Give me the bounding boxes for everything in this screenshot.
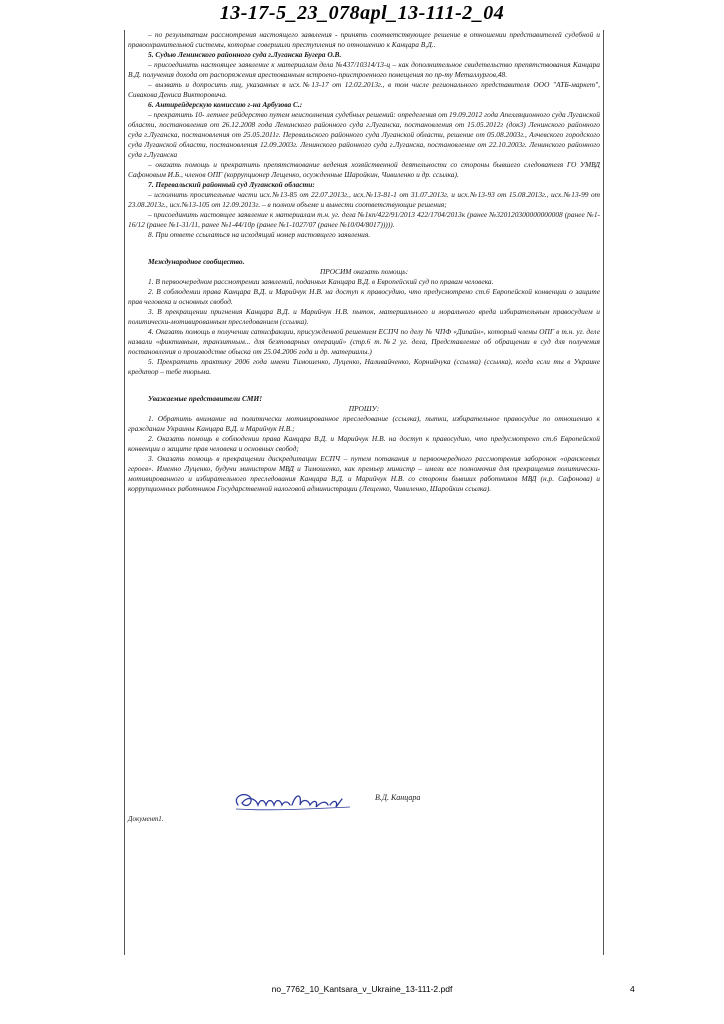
body-paragraph: 2. Оказать помощь в соблюдении права Канцара В.Д. и Марийчук Н.В. на доступ к правосудию, что предусмотрено ст.6 Европейской конвенции о защите прав человека и основных свобод;: [128, 434, 600, 453]
body-paragraph: 1. В первоочередном рассмотрении заявлений, поданных Канцара В.Д. в Европейский суд по правам человека.: [148, 277, 494, 286]
page-frame-right-line: [603, 30, 604, 955]
body-paragraph: – вызвать и допросить лиц, указанных в исх.№13-17 от 12.02.2013г., в том числе регионального представителя ООО "АТБ-маркет", Сивакова Дениса Викторовича.: [128, 80, 600, 99]
signature-block: [230, 787, 490, 815]
body-paragraph: – присоединить настоящее заявление к материалам т.н. уг. дела №1кп/422/91/2013 422/1704/2013к (ранее №320120300000000008 (ранее №1-16/12 (ранее №1-31/11, ранее №1-44/10р (ранее №1-1027/07 (ранее №10/04/8017))))).: [128, 210, 600, 229]
centered-heading: ПРОШУ:: [348, 404, 380, 413]
signatory-name: В.Д. Канцара: [375, 793, 421, 802]
footer-filename: no_7762_10_Kantsara_v_Ukraine_13-111-2.pdf: [271, 984, 453, 994]
page-frame-left-line: [124, 30, 125, 955]
document-body: [128, 30, 600, 494]
body-paragraph: 2. В соблюдении права Канцара В.Д. и Марийчук Н.В. на доступ к правосудию, что предусмотрено ст.6 Европейской конвенции о защите прав человека и основных свобод.: [128, 287, 600, 306]
section-heading: Международное сообщество.: [148, 257, 245, 266]
page-number: 4: [630, 984, 635, 994]
body-paragraph: 1. Обратить внимание на политически мотивированное преследование (ссылка), пытки, избирательное правосудие по отношению к гражданам Украины Канцара В.Д. и Марийчук Н.В.;: [128, 414, 600, 433]
body-paragraph: 4. Оказать помощь в получении сатисфакции, присужденной решением ЕСПЧ по делу № ЧПФ «Дипайн», который члены ОПГ в т.н. уг. деле назвали «фиктивным, транзитным... для безтоварных операций» (стр.6 т.№2 уг. дела, Представление об обращении в суд для получения постановления о производстве обыска от 25.04.2006 года и др. материалы.): [128, 327, 600, 356]
body-paragraph: – по результатам рассмотрения настоящего заявления - принять соответствующее решение в отношении представителей судебной и правоохранительной системы, которые совершили преступления по отношению к Канцара В.Д..: [128, 30, 600, 49]
document-header-code: 13-17-5_23_078apl_13-111-2_04: [219, 2, 505, 24]
body-paragraph: – оказать помощь и прекратить препятствование ведения хозяйственной деятельности со стороны бывшего следователя ГО УМВД Сафоновым И.Б., членов ОПГ (коррупционер Лещенко, осужденные Шаройкин, Чивиленко и др. ссылка).: [128, 160, 600, 179]
body-paragraph: 3. В прекращении пригнения Канцара В.Д. и Марийчук Н.В. пыток, материального и морального вреда избирательным правосудием и политически-мотивированным преследованием (ссылка).: [128, 307, 600, 326]
body-paragraph: 5. Прекратить практику 2006 года имени Тимошенко, Луценко, Наливайченко, Корнийчука (ссылка) (ссылка), когда если ты в Украине кредитор – тебе тюрьма.: [128, 357, 600, 376]
paragraph-gap: [128, 377, 600, 394]
section-heading: 5. Судью Ленинского районного суда г.Луганска Бугера О.В.: [148, 50, 342, 59]
body-paragraph: – присоединить настоящее заявление к материалам дела №437/10314/13-ц – как дополнительное свидетельство препятствования Канцара В.Д. получения дохода от распоряжения арестованным встроено-пристроенного помещения по пр-ту Металлургов,48.: [128, 60, 600, 79]
body-paragraph: – прекратить 10- летнее рейдерство путем неисполнения судебных решений: определения от 19.09.2012 года Апелляционного суда Луганской области, постановления от 26.12.2008 года Ленинского районного суда г.Луганска, постановления от 15.05.2012г (док3) Ленинского районного суда г.Луганска, постановления от 25.05.2011г. Перевальского районного суда Луганской области, решение от 05.08.2003г., Алчевского городского суда Луганской области, постановления 12.09.2003г. Ленинского районного суда г.Луганска, постановление от 22.10.2003г. Ленинского районного суда г.Луганска: [128, 110, 600, 159]
body-paragraph: – исполнить просительные части исх.№13-85 от 22.07.2013г., исх.№13-81-1 от 31.07.2013г. и исх.№13-93 от 15.08.2013г., исх.№13-99 от 23.08.2013г., исх.№13-105 от 12.09.2013г. – в полном объеме и вынести соответствующие решения;: [128, 190, 600, 209]
paragraph-gap: [128, 240, 600, 257]
document-label: Документ1.: [128, 815, 164, 823]
section-heading: 7. Перевальский районный суд Луганской области:: [148, 180, 315, 189]
body-paragraph: 3. Оказать помощь в прекращении дискредитации ЕСПЧ – путем потакания и первоочередного рассмотрения заборонок «оранжевых героев». Именно Луценко, будучи министром МВД и Тимошенко, как премьер министр – имели все полномочия для прекращения политически-мотивированного и избирательного преследования Канцара В.Д. и Марийчук Н.В. со стороны бывших работников МВД (н.р. Сафонова) и коррупционных работников Государственной налоговой администрации (Лещенко, Чивиленко, Шаройкин ссылка).: [128, 454, 600, 493]
section-heading: 6. Антирейдерскую комиссию г-на Арбузова С.:: [148, 100, 303, 109]
body-paragraph: 8. При ответе ссылаться на исходящий номер настоящего заявления.: [148, 230, 371, 239]
handwritten-signature-icon: [230, 787, 370, 815]
centered-heading: ПРОСИМ оказать помощь:: [319, 267, 409, 276]
section-heading: Уважаемые представители СМИ!: [148, 394, 263, 403]
